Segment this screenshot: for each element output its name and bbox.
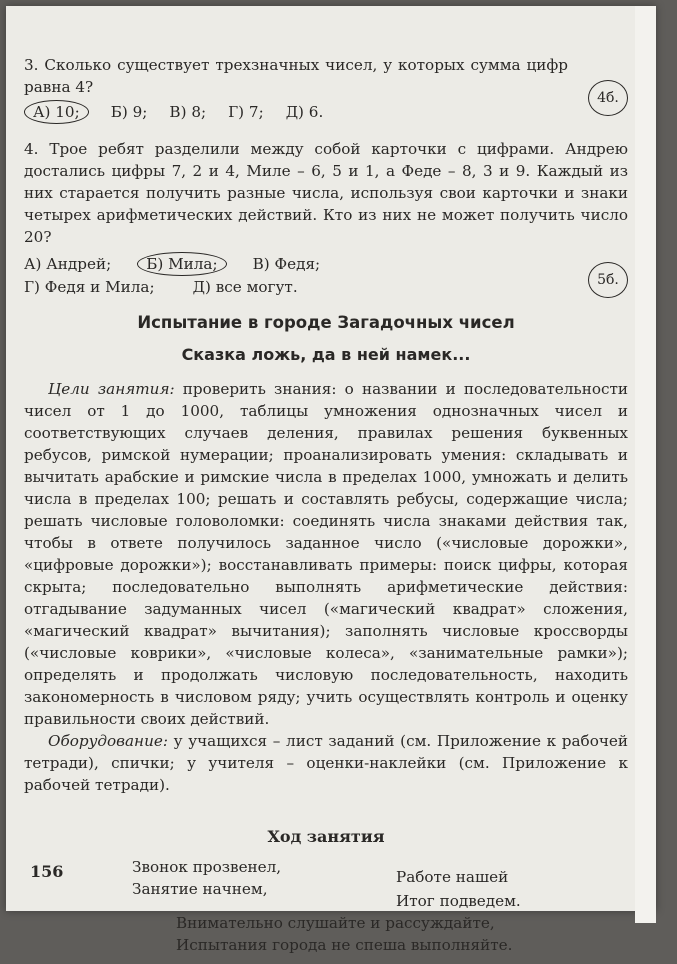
goals-label: Цели занятия: <box>48 380 175 398</box>
option-v: В) 8; <box>169 103 207 121</box>
question-4-options-row1 <box>24 252 628 276</box>
equipment-text: у учащихся – лист заданий (см. Приложение к рабочей тетради), спички; у учителя – оценки-наклейки (см. Приложение к рабочей тетради). <box>24 732 628 794</box>
lesson-goals <box>24 378 628 730</box>
option-d: Д) все могут. <box>192 278 298 296</box>
poem-line: Испытания города не спеша выполняйте. <box>176 936 513 954</box>
section-subtitle: Сказка ложь, да в ней намек... <box>181 345 471 364</box>
question-4 <box>24 138 628 298</box>
question-4-options-row2 <box>24 276 628 298</box>
points-badge: 4б. <box>588 80 628 116</box>
question-3-options <box>24 100 628 124</box>
poem-line: Занятие начнем, <box>132 880 268 898</box>
poem-line: Работе нашей <box>396 868 509 886</box>
book-page <box>6 6 656 954</box>
points-badge: 5б. <box>588 262 628 298</box>
option-g: Г) Федя и Мила; <box>24 278 155 296</box>
goals-text: проверить знания: о названии и последовательности чисел от 1 до 1000, таблицы умножения однозначных чисел и соответствующих случаев деления, правилах решения буквенных ребусов, римской нумерации; проанализировать умения: складывать и вычитать арабские и римские числа в пределах 1000, умножать и делить числа в пределах 100; решать и составлять ребусы, содержащие числа; решать числовые головоломки: соединять числа знаками действия так, чтобы в ответе получилось заданное число («числовые дорожки», «цифровые дорожки»); восстанавливать примеры: поиск цифры, которая скрыта; последовательно выполнять арифметические действия: отгадывание задуманных чисел («магический квадрат» сложения, «магический квадрат» вычитания); заполнять числовые кроссворды («числовые коврики», «числовые колеса», «занимательные рамки»); определять и продолжать числовую последовательность, находить закономерность в числовом ряду; учить осуществлять контроль и оценку правильности своих действий. <box>24 380 628 728</box>
option-d: Д) 6. <box>285 103 324 121</box>
poem <box>24 854 628 964</box>
equipment-label: Оборудование: <box>48 732 168 750</box>
option-g: Г) 7; <box>228 103 264 121</box>
option-b: Б) 9; <box>110 103 148 121</box>
page-number: 156 <box>30 862 64 881</box>
option-b-selected: Б) Мила; <box>137 252 226 276</box>
question-3 <box>24 54 628 124</box>
question-3-text: 3. Сколько существует трехзначных чисел, у которых сумма цифр равна 4? <box>24 56 568 96</box>
option-a: А) Андрей; <box>24 255 112 273</box>
question-4-text: 4. Трое ребят разделили между собой карточки с цифрами. Андрею достались цифры 7, 2 и 4, Миле – 6, 5 и 1, а Феде – 8, 3 и 9. Каждый из них старается получить разные числа, используя свои карточки и знаки четырех арифметических действий. Кто из них не может получить число 20? <box>24 140 628 246</box>
poem-line: Внимательно слушайте и рассуждайте, <box>176 914 495 932</box>
option-a-selected: А) 10; <box>24 100 89 124</box>
poem-line: Итог подведем. <box>396 892 521 910</box>
page-edge <box>635 6 656 923</box>
equipment <box>24 730 628 796</box>
section-title: Испытание в городе Загадочных чисел <box>137 313 515 332</box>
page-content <box>24 54 628 964</box>
poem-line: Звонок прозвенел, <box>132 858 282 876</box>
option-v: В) Федя; <box>252 255 321 273</box>
lesson-title: Ход занятия <box>267 827 385 846</box>
